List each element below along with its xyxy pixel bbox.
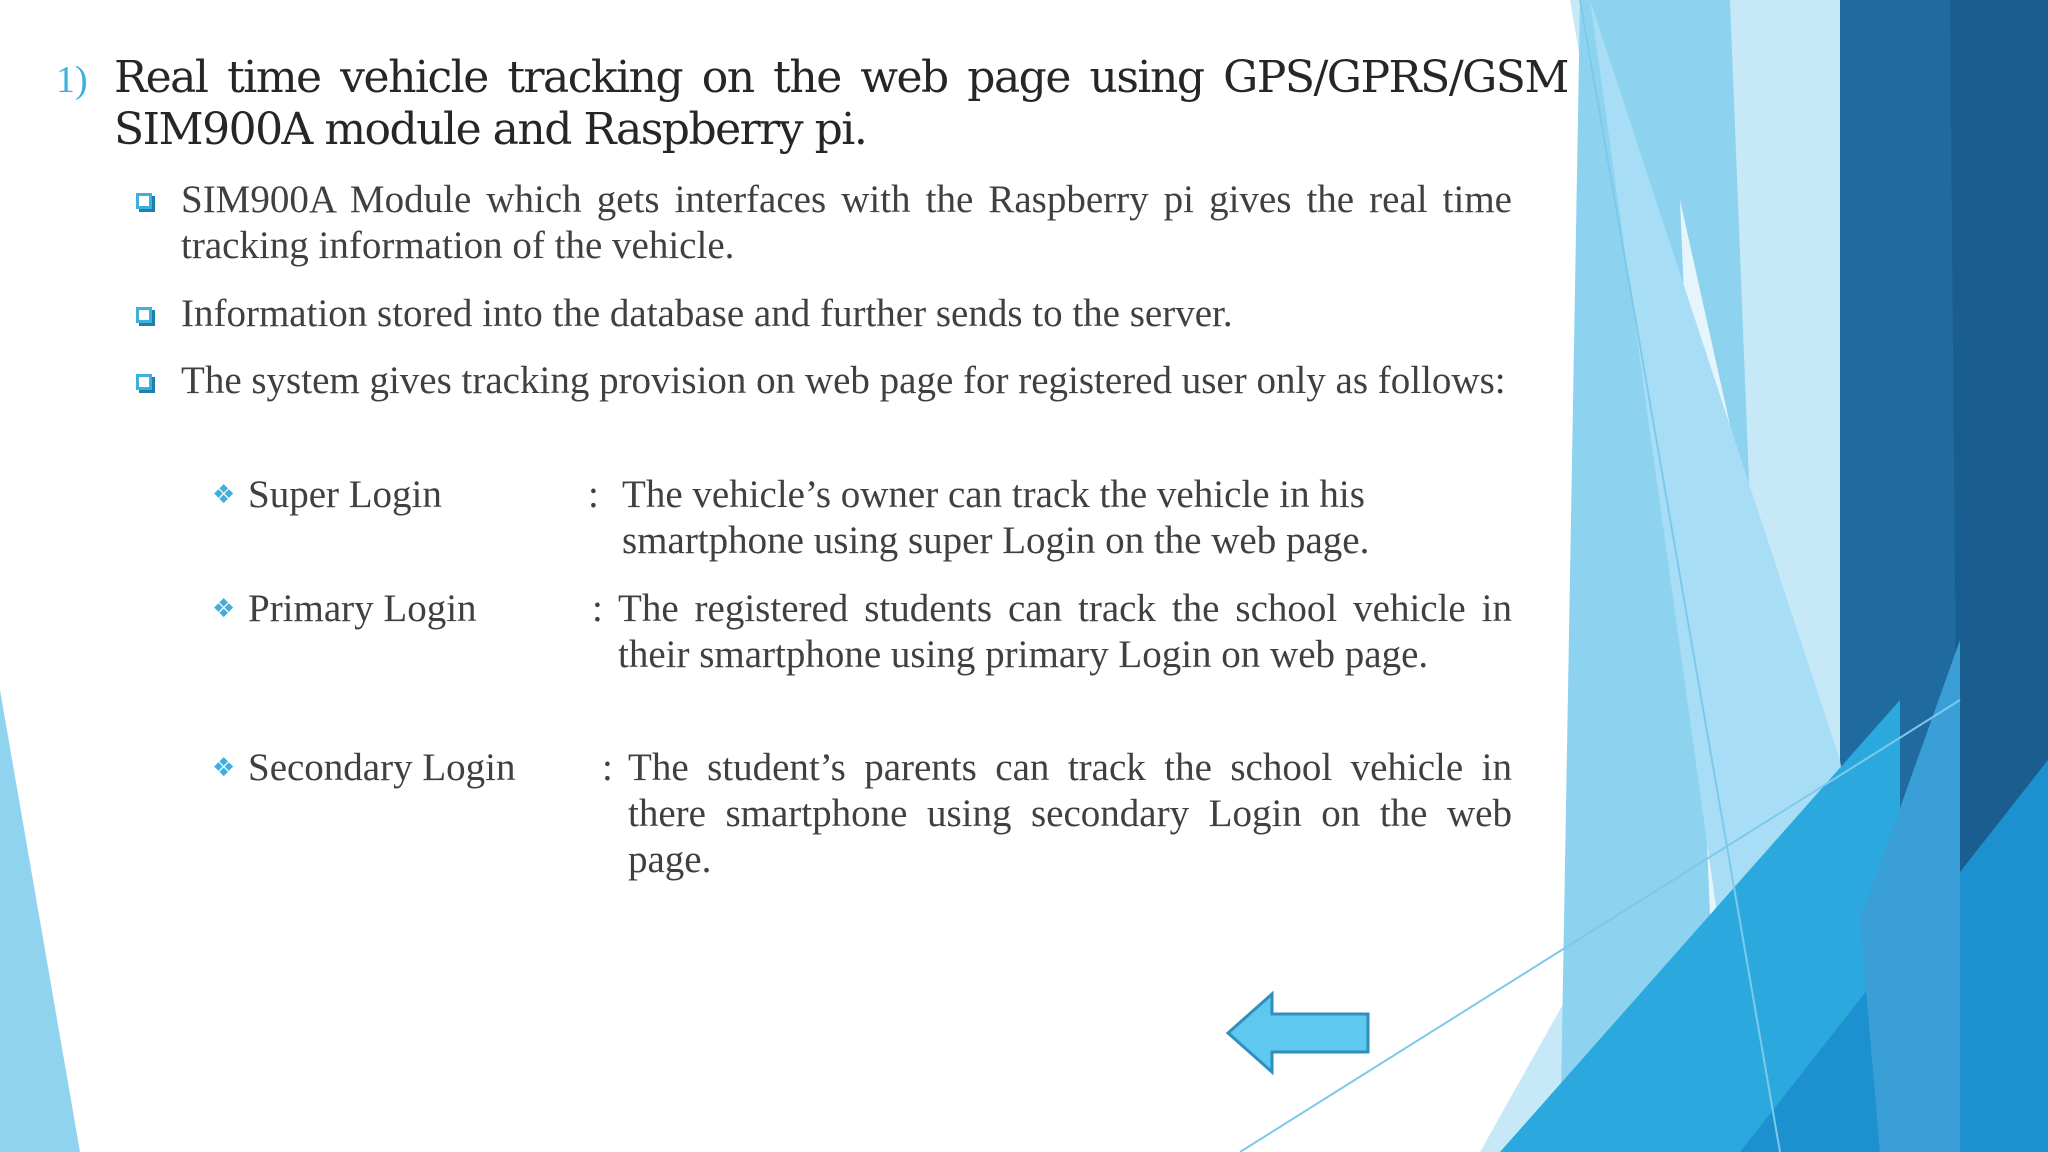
login-description: The student’s parents can track the school vehicle in there smartphone using secondary Login on the web page. [628, 746, 1512, 881]
checkbox-square-icon [136, 307, 152, 323]
four-diamond-icon: ❖ [212, 594, 236, 624]
back-arrow-icon[interactable] [1224, 990, 1372, 1076]
checkbox-square-icon [136, 374, 152, 390]
login-colon: : [602, 746, 613, 789]
login-colon: : [588, 473, 599, 516]
bullet-text: The system gives tracking provision on web page for registered user only as follows: [181, 359, 1506, 402]
login-label: Super Login [248, 473, 442, 516]
four-diamond-icon: ❖ [212, 480, 236, 510]
login-label: Secondary Login [248, 746, 516, 789]
bullet-text: Information stored into the database and further sends to the server. [181, 292, 1233, 335]
login-description: The vehicle’s owner can track the vehicle in his smartphone using super Login on the web page. [622, 473, 1370, 562]
login-label: Primary Login [248, 587, 477, 630]
four-diamond-icon: ❖ [212, 753, 236, 783]
heading-number: 1) [56, 59, 88, 101]
login-colon: : [592, 587, 603, 630]
bullet-text: SIM900A Module which gets interfaces with the Raspberry pi gives the real time tracking information of the vehicle. [181, 178, 1512, 267]
login-description: The registered students can track the school vehicle in their smartphone using primary Login on web page. [618, 587, 1512, 676]
heading-title: Real time vehicle tracking on the web page using GPS/GPRS/GSM SIM900A module and Raspberry pi. [114, 52, 1568, 155]
checkbox-square-icon [136, 193, 152, 209]
